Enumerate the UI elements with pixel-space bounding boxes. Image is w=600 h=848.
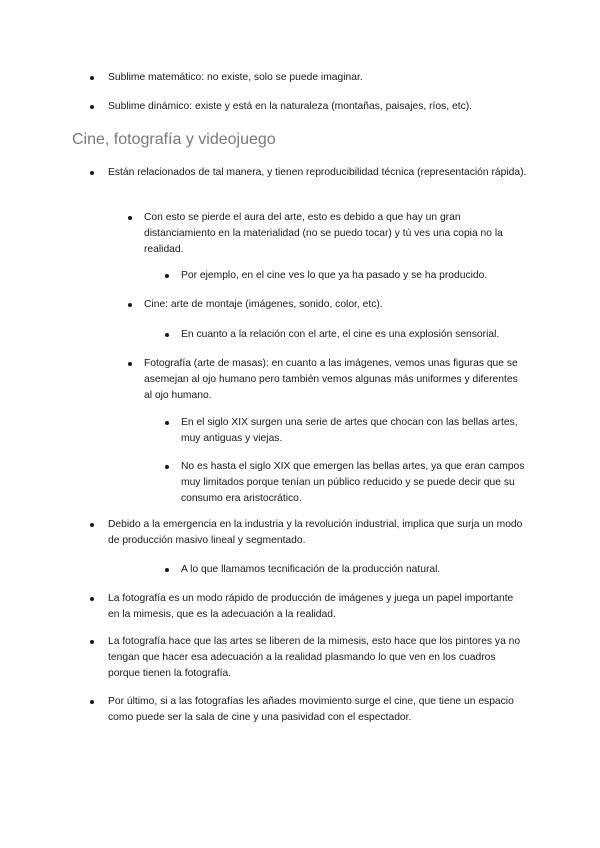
bullet — [90, 700, 94, 704]
bullet — [90, 76, 94, 80]
bullet — [90, 640, 94, 644]
list-item: Fotografía (arte de masas): en cuanto a las imágenes, vemos unas figuras que se asemejan al ojo humano pero también vemos algunas más uniformes y diferentes al ojo humano. — [144, 358, 518, 401]
list-item: En cuanto a la relación con el arte, el cine es una explosión sensorial. — [181, 329, 500, 340]
bullet — [165, 421, 169, 425]
list-item: La fotografía hace que las artes se liberen de la mimesis, esto hace que los pintores ya no tengan que hacer esa adecuación a la realidad plasmando lo que ven en los cuadros porque tienen la fotografía. — [108, 636, 521, 679]
list-item: Están relacionados de tal manera, y tienen reproducibilidad técnica (representación rápida). — [108, 167, 527, 178]
bullet — [128, 362, 132, 366]
bullet — [128, 303, 132, 307]
list-item: En el siglo XIX surgen una serie de artes que chocan con las bellas artes, muy antiguas y viejas. — [181, 417, 518, 444]
bullet — [165, 465, 169, 469]
list-item: Sublime matemático: no existe, solo se puede imaginar. — [108, 72, 363, 83]
bullet — [90, 597, 94, 601]
bullet — [165, 333, 169, 337]
list-item: Con esto se pierde el aura del arte, esto es debido a que hay un gran distanciamiento en la materialidad (no se puedo tocar) y tú ves una copia no la realidad. — [144, 212, 503, 255]
list-item: Por ejemplo, en el cine ves lo que ya ha pasado y se ha producido. — [181, 270, 488, 281]
list-item: Debido a la emergencia en la industria y la revolución industrial, implica que surja un modo de producción masivo lineal y segmentado. — [108, 519, 523, 546]
bullet — [165, 568, 169, 572]
section-heading: Cine, fotografía y videojuego — [72, 131, 276, 148]
list-item: A lo que llamamos tecnificación de la producción natural. — [181, 564, 441, 575]
bullet — [165, 274, 169, 278]
bullet — [90, 523, 94, 527]
list-item: No es hasta el siglo XIX que emergen las bellas artes, ya que eran campos muy limitados porque tenían un público reducido y se puede decir que su consumo era aristocrático. — [181, 461, 525, 504]
list-item: Cine: arte de montaje (imágenes, sonido, color, etc). — [144, 299, 383, 310]
list-item: Por último, si a las fotografías les añades movimiento surge el cine, que tiene un espacio como puede ser la sala de cine y una pasividad con el espectador. — [108, 696, 514, 723]
bullet — [90, 171, 94, 175]
list-item: Sublime dinámico: existe y está en la naturaleza (montañas, paisajes, ríos, etc). — [108, 101, 473, 112]
list-item: La fotografía es un modo rápido de producción de imágenes y juega un papel importante en la mimesis, que es la adecuación a la realidad. — [108, 593, 514, 620]
bullet — [90, 105, 94, 109]
bullet — [128, 216, 132, 220]
